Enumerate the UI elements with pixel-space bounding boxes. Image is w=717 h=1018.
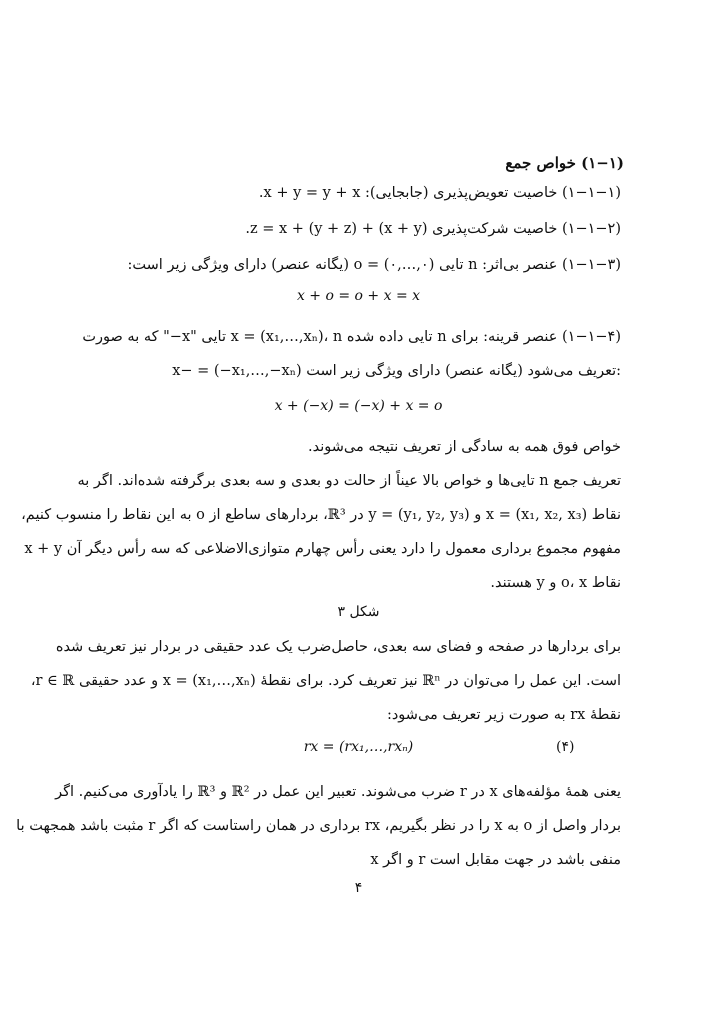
equation-inverse: x + (−x) = (−x) + x = o: [274, 398, 443, 414]
figure-caption: شکل ۳: [337, 604, 380, 620]
property-associative: (۱−۱−۲) خاصیت شرکت‌پذیری (x + y) + z = x + (y + z).: [245, 221, 621, 237]
paragraph-3-line2: است. این عمل را می‌توان در ℝⁿ نیز تعریف کرد. برای نقطهٔ x = (x₁,…,xₙ) و عدد حقیقی r ∈ ℝ،: [30, 673, 621, 689]
paragraph-2-line3: x + y مفهوم مجموع برداری معمول را دارد یعنی رأس چهارم متوازی‌الاضلاعی که سه رأس دیگر آن: [24, 541, 621, 557]
paragraph-3-line1: برای بردارها در صفحه و فضای سه بعدی، حاصل‌ضرب یک عدد حقیقی در بردار نیز تعریف شده: [55, 639, 621, 655]
paragraph-2-line1: تعریف جمع n تایی‌ها و خواص بالا عیناً از حالت دو بعدی و سه بعدی برگرفته شده‌اند. اگر به: [77, 473, 621, 489]
paragraph-2-line2: نقاط x = (x₁, x₂, x₃) و y = (y₁, y₂, y₃) در ℝ³، بردارهای ساطع از o به این نقاط را منسوب کنیم،: [21, 507, 621, 523]
paragraph-1: خواص فوق همه به سادگی از تعریف نتیجه می‌شوند.: [308, 439, 621, 455]
paragraph-2-line4: نقاط o، x و y هستند.: [490, 575, 621, 591]
equation-identity: x + o = o + x = x: [296, 288, 421, 304]
property-inverse-line1: (۱−۱−۴) عنصر قرینه: برای n تایی داده شده x = (x₁,…,xₙ)، n تایی "x−" که به صورت: [82, 329, 621, 345]
property-commutative: (۱−۱−۱) خاصیت تعویض‌پذیری (جابجایی): x + y = y + x.: [258, 185, 621, 201]
property-identity: (۱−۱−۳) عنصر بی‌اثر: n تایی (۰,…,۰) = o (یگانه عنصر) دارای ویژگی زیر است:: [127, 257, 621, 273]
equation-scalar-multiplication: rx = (rx₁,…,rxₙ): [303, 739, 414, 755]
equation-number: (۴): [556, 739, 575, 755]
paragraph-4-line2: بردار واصل از o به x را در نظر بگیریم، rx برداری در همان راستاست که اگر r مثبت باشد همجهت با: [16, 818, 621, 834]
page-number: ۴: [354, 880, 363, 896]
paragraph-4-line1: یعنی همهٔ مؤلفه‌های x در r ضرب می‌شوند. تعبیر این عمل در ℝ² و ℝ³ را یادآوری می‌کنیم. اگر: [55, 784, 621, 800]
paragraph-3-line3: نقطهٔ rx به صورت زیر تعریف می‌شود:: [386, 707, 621, 723]
section-title: (۱−۱) خواص جمع: [505, 154, 624, 172]
property-inverse-line2: x− = (−x₁,…,−xₙ) تعریف می‌شود (یگانه عنصر) دارای ویژگی زیر است:: [172, 363, 621, 379]
paragraph-4-line3: x و اگر r منفی باشد در جهت مقابل است: [370, 852, 621, 868]
